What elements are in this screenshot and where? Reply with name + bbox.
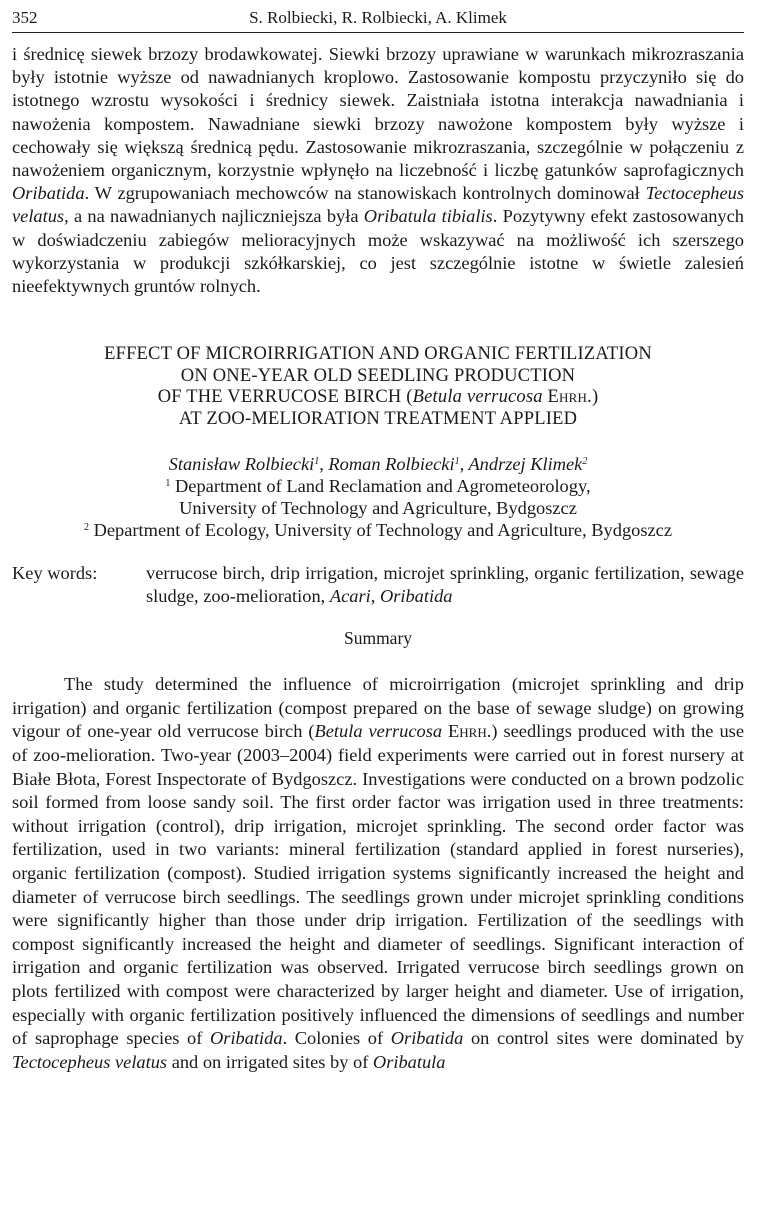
text-run: verrucose birch, drip irrigation, microjet sprinkling, organic fertilization, sewage sludge, zoo-melioration, xyxy=(146,563,744,606)
author-name: , Roman Rolbiecki xyxy=(319,454,455,475)
italic-term: Acari xyxy=(329,585,371,606)
author-names xyxy=(12,453,744,475)
small-caps-term: Ehrh. xyxy=(542,387,592,408)
title-line: EFFECT OF MICROIRRIGATION AND ORGANIC FERTILIZATION xyxy=(104,344,652,365)
affiliation-1-line2: University of Technology and Agriculture, Bydgoszcz xyxy=(179,498,577,519)
running-header xyxy=(12,8,744,33)
italic-term: Oribatula tibialis xyxy=(363,206,493,227)
text-run: . Pozytywny efekt zastosowanych w doświadczeniu zabiegów melioracyjnych może wskazywać na możliwość ich szerszego wykorzystania w produkcji szkółkarskiej, co jest szczególnie istotne w świetle zalesień nieefektywnych gruntów rolnych. xyxy=(12,206,744,297)
summary-text xyxy=(12,673,744,1074)
text-run: on control sites were dominated by xyxy=(463,1028,744,1049)
text-run: ) seedlings produced with the use of zoo-melioration. Two-year (2003–2004) field experiments were carried out in forest nursery at Białe Błota, Forest Inspectorate of Bydgoszcz. Investigations were conducted on a brown podzolic soil formed from loose sandy soil. The first order factor was irrigation used in three treatments: without irrigation (control), drip irrigation, microjet sprinkling. The second order factor was fertilization, used in two variants: mineral fertilization (standard applied in forest nurseries), organic fertilization (compost). Studied irrigation systems significantly increased the height and diameter of verrucose birch seedlings. The seedlings grown under microjet sprinkling conditions were significantly higher than those under drip irrigation. Fertilization of the seedlings with compost significantly increased the height and diameter of seedlings. Significant interaction of irrigation and organic fertilization was observed. Irrigated verrucose birch seedlings grown on plots fertilized with compost were characterized by larger height and diameter. Use of irrigation, especially with organic fertilization positively influenced the dimensions of seedlings and number of saprophage species of xyxy=(12,721,744,1049)
affiliation-marker: 2 xyxy=(582,456,588,468)
affiliation-marker: 1 xyxy=(165,478,171,490)
italic-term: Tectocepheus velatus xyxy=(12,1051,168,1072)
italic-term: Betula verrucosa xyxy=(412,387,543,408)
italic-term: Oribatida xyxy=(210,1028,283,1049)
text-run: i średnicę siewek brzozy brodawkowatej. Siewki brzozy uprawiane w warunkach mikrozraszania były istotnie wyższe od nawadnianych kroplowo. Zastosowanie kompostu przyczyniło się do istotnego wzrostu wysokości i średnicy siewek. Zaistniała istotna interakcja nawadniania i nawożenia kompostem. Nawadniane siewki brzozy nawożone kompostem były wyższe i cechowały się większą średnicą pędu. Zastosowanie mikrozraszania, szczególnie w połączeniu z nawożeniem organicznym, korzystnie wpłynęło na liczebność i liczbę gatunków saprofagicznych xyxy=(12,44,744,181)
italic-term: Betula verrucosa xyxy=(314,721,443,742)
italic-term: Oribatida xyxy=(390,1028,464,1049)
affiliation-marker: 2 xyxy=(84,522,89,534)
text-run: , xyxy=(370,585,380,606)
affiliation-text: Department of Ecology, University of Technology and Agriculture, Bydgoszcz xyxy=(89,520,672,541)
author-name: Stanisław Rolbiecki xyxy=(168,454,315,475)
affiliation-marker: 1 xyxy=(454,456,460,468)
text-run: The study determined the influence of microirrigation (microjet sprinkling and drip irrigation) and organic fertilization (compost prepared on the base of sewage sludge) on growing vigour of one-year old verrucose birch ( xyxy=(12,674,744,742)
affiliation-1 xyxy=(12,475,744,497)
text-run: ) xyxy=(591,387,599,408)
page-number: 352 xyxy=(12,8,38,27)
italic-term: Oribatula xyxy=(372,1051,446,1072)
affiliation-2 xyxy=(12,519,744,541)
text-run: . Colonies of xyxy=(282,1028,391,1049)
polish-abstract-continuation xyxy=(12,43,744,298)
italic-term: Oribatida xyxy=(379,585,453,606)
italic-term: Oribatida xyxy=(12,183,85,204)
english-title xyxy=(12,344,744,430)
title-line: ON ONE-YEAR OLD SEEDLING PRODUCTION xyxy=(180,365,576,386)
small-caps-term: Ehrh. xyxy=(442,721,492,742)
affiliation-marker: 1 xyxy=(314,456,320,468)
affiliation-text: Department of Land Reclamation and Agrometeorology, xyxy=(170,476,591,497)
title-line xyxy=(12,387,744,409)
author-name: , Andrzej Klimek xyxy=(459,454,583,475)
keywords xyxy=(12,562,744,607)
title-line: AT ZOO-MELIORATION TREATMENT APPLIED xyxy=(178,408,578,429)
text-run: , a na nawadnianych najliczniejsza była xyxy=(64,206,364,227)
text-run: . W zgrupowaniach mechowców na stanowiskach kontrolnych dominował xyxy=(84,183,646,204)
author-block xyxy=(12,453,744,541)
italic-term: Tectocepheus velatus xyxy=(12,183,744,227)
text-run: and on irrigated sites by of xyxy=(167,1051,373,1072)
summary-heading: Summary xyxy=(343,628,413,649)
running-authors: S. Rolbiecki, R. Rolbiecki, A. Klimek xyxy=(249,8,507,27)
text-run: OF THE VERRUCOSE BIRCH ( xyxy=(157,387,413,408)
keywords-label: Key words: xyxy=(12,563,98,584)
keywords-text xyxy=(146,562,744,607)
